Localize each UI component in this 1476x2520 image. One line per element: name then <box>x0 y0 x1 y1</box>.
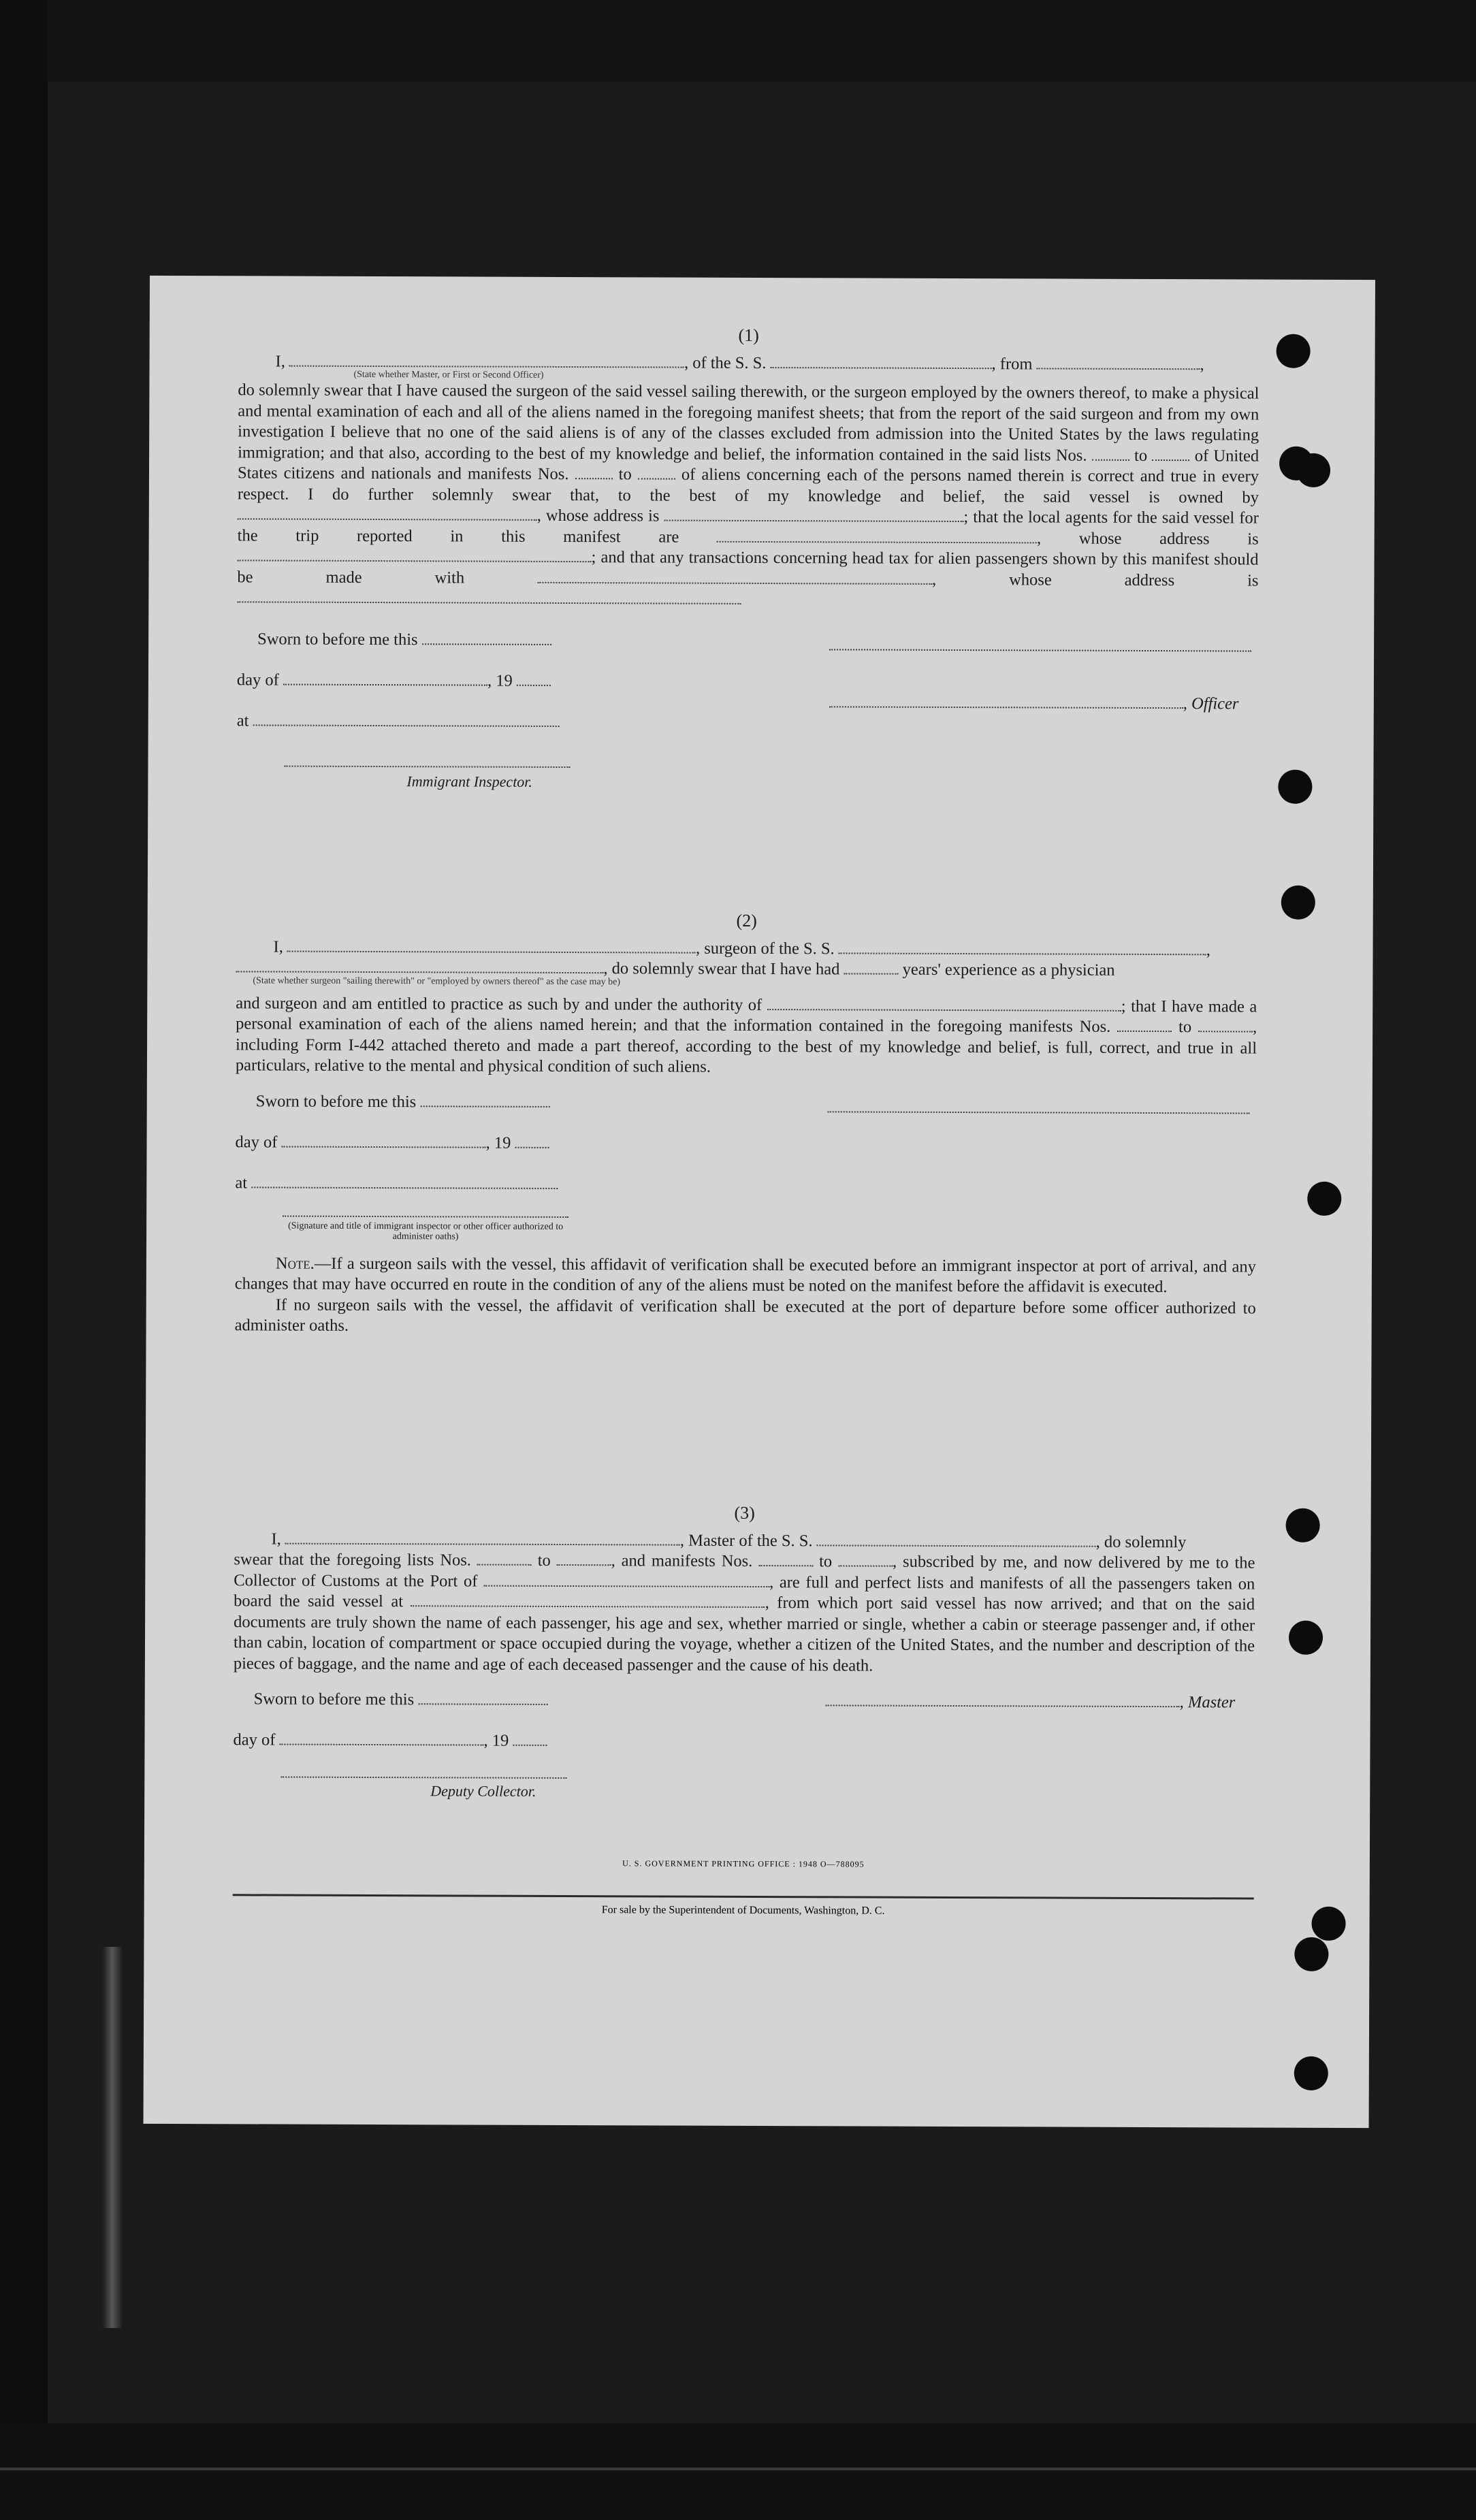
sworn-date-field[interactable] <box>418 1702 547 1705</box>
section-2-signature-block <box>235 1091 1257 1251</box>
sworn-label: Sworn to before me this <box>255 1091 417 1111</box>
punch-hole <box>1296 453 1330 487</box>
oath-text: , do solemnly swear that I have had <box>603 959 840 979</box>
to-label: to <box>819 1552 833 1571</box>
footer-rule <box>233 1894 1254 1899</box>
owner-address-field[interactable] <box>664 519 963 522</box>
oath-text: ; and that any transactions concerning head tax for alien passengers shown by this manifest should be made with <box>237 548 1259 587</box>
master-label: , Master <box>1179 1693 1236 1712</box>
whose-address-label: whose address is <box>1078 529 1259 549</box>
signature-line[interactable] <box>828 1111 1250 1114</box>
section-1 <box>236 323 1259 796</box>
oath-text: years' experience as a physician <box>902 960 1115 980</box>
section-1-signature-block <box>236 629 1258 796</box>
departure-port-field[interactable] <box>411 1604 765 1608</box>
agents-address-field[interactable] <box>238 559 592 562</box>
sworn-date-field[interactable] <box>422 643 551 645</box>
surgeon-status-field[interactable] <box>236 970 603 973</box>
oath-text: , and manifests Nos. <box>611 1551 753 1570</box>
month-field[interactable] <box>280 1743 484 1746</box>
inspector-label: Immigrant Inspector. <box>406 772 533 790</box>
of-ss-label: , of the S. S. <box>684 353 767 372</box>
section-2-body: and surgeon and am entitled to practice as such by and under the authority of ; that I have made a personal examination of each of the aliens named herein; and that the information contained in the foregoing manifests Nos. to , including Form I-442 attached thereto and made a part thereof, according to the best of my knowledge and belief, is full, correct, and true in all particulars, relative to the mental and physical condition of such aliens. <box>235 993 1257 1076</box>
sworn-label: Sworn to before me this <box>257 629 418 649</box>
oath-text: , are full and perfect lists and manifests of all the passengers taken on board the said vessel at <box>234 1572 1255 1611</box>
section-number: (1) <box>738 325 759 345</box>
owner-field[interactable] <box>238 517 537 521</box>
deputy-signature-line[interactable] <box>280 1777 566 1779</box>
month-field[interactable] <box>283 683 487 685</box>
agents-field[interactable] <box>717 540 1037 543</box>
at-label: at <box>235 1173 248 1192</box>
from-label: , from <box>991 354 1033 373</box>
oath-text: , do solemnly <box>1095 1532 1187 1551</box>
note-text: —If a surgeon sails with the vessel, this affidavit of verification shall be executed before an immigrant inspector at port of arrival, and any changes that may have occurred en route in the condition of any of the aliens must be noted on the manifest before the affidavit is executed. <box>234 1254 1256 1297</box>
oath-text: swear that the foregoing lists Nos. <box>234 1550 472 1570</box>
note-label: Note. <box>275 1254 315 1273</box>
manifests-to-field[interactable] <box>1198 1030 1253 1032</box>
section-number: (2) <box>736 910 757 931</box>
section-3 <box>233 1501 1255 1815</box>
officer-signature-field[interactable] <box>829 705 1183 709</box>
from-port-field[interactable] <box>1037 367 1200 370</box>
month-field[interactable] <box>282 1145 486 1148</box>
oath-text: do solemnly swear that I have caused the surgeon of the said vessel sailing therewith, or the surgeon employed by the owners thereof, to make a physical and mental examination of each and all of the aliens named in the foregoing manifest sheets; that from the report of the said surgeon and from my own investigation I believe that no one of the said aliens is of any of the classes excluded from admission into the United States by the laws regulating immigration; and that also, according to the best of my knowledge and belief, the information contained in the said lists Nos. <box>238 381 1260 465</box>
scan-bottom-line <box>0 2468 1476 2470</box>
master-name-field[interactable] <box>285 1542 680 1545</box>
surgeon-status-caption: (State whether surgeon "sailing therewith" or "employed by owners thereof" as the case may be) <box>253 975 621 987</box>
authority-field[interactable] <box>767 1008 1121 1012</box>
manifests-from-field[interactable] <box>758 1564 813 1566</box>
punch-hole <box>1281 886 1315 920</box>
for-sale-note: For sale by the Superintendent of Documents, Washington, D. C. <box>601 1904 885 1917</box>
punch-hole <box>1289 1621 1323 1655</box>
year-label: , 19 <box>487 671 513 690</box>
section-number: (3) <box>734 1502 755 1523</box>
section-2 <box>235 909 1257 1340</box>
ship-name-field[interactable] <box>771 366 992 369</box>
head-tax-address-field[interactable] <box>237 600 741 604</box>
document-page <box>144 276 1375 2128</box>
manifests-to-field[interactable] <box>638 477 675 479</box>
to-label: to <box>1178 1018 1192 1037</box>
signature-caption: (Signature and title of immigrant inspector or other officer authorized to administer oaths) <box>288 1221 564 1242</box>
inspector-signature-line[interactable] <box>283 1215 568 1217</box>
punch-hole <box>1294 1937 1328 1971</box>
punch-hole <box>1307 1182 1341 1216</box>
oath-text: that I have made a personal examination of each of the aliens named herein; and that the information contained in the foregoing manifests Nos. <box>236 997 1257 1036</box>
oath-text: , from which port said vessel has now arrived; and that on the said documents are truly shown the name of each passenger, his age and sex, whether married or single, whether a cabin or steerage passenger and, if other than cabin, location of compartment or space occupied during the voyage, whether a citizen of the United States, and the number and description of the pieces of baggage, and the name and age of each deceased passenger and the cause of his death. <box>233 1594 1255 1675</box>
surgeon-name-field[interactable] <box>287 950 696 953</box>
day-of-label: day of <box>236 670 279 690</box>
lists-to-field[interactable] <box>557 1564 611 1566</box>
to-label: to <box>537 1551 551 1570</box>
officer-label: , Officer <box>1183 694 1239 713</box>
ship-name-field[interactable] <box>817 1544 1096 1547</box>
scan-border-bottom <box>0 2423 1476 2520</box>
punch-hole <box>1294 2056 1328 2090</box>
manifests-to-field[interactable] <box>838 1564 893 1566</box>
whose-address-label: , whose address is <box>932 570 1259 590</box>
port-field[interactable] <box>483 1584 769 1587</box>
oath-text: that the local agents for the said vessel for the trip reported in this manifest are <box>237 508 1259 547</box>
head-tax-party-field[interactable] <box>537 581 932 584</box>
oath-text: , subscribed by me, and now delivered by me to the Collector of Customs at the Port of <box>234 1552 1255 1591</box>
oath-text: of United States citizens and nationals and manifests Nos. <box>237 446 1260 484</box>
year-field[interactable] <box>513 1744 547 1746</box>
oath-text: , including Form I-442 attached thereto and made a part thereof, according to the best of my knowledge and belief, is full, correct, and true in all particulars, relative to the mental and physical condition of such aliens. <box>235 1018 1257 1076</box>
place-field[interactable] <box>251 1186 558 1189</box>
year-field[interactable] <box>515 1146 549 1148</box>
years-field[interactable] <box>844 972 899 974</box>
year-field[interactable] <box>517 683 551 685</box>
section-3-signature-block <box>233 1689 1255 1815</box>
sworn-label: Sworn to before me this <box>253 1690 415 1709</box>
rank-field[interactable] <box>289 364 684 368</box>
manifests-from-field[interactable] <box>575 477 613 479</box>
punch-hole <box>1278 770 1312 804</box>
place-field[interactable] <box>253 724 560 727</box>
whose-address-label: , whose address is <box>536 506 660 526</box>
lead-i: I, <box>275 352 285 371</box>
master-of-label: , Master of the S. S. <box>679 1531 813 1550</box>
punch-hole <box>1311 1907 1345 1941</box>
lists-from-field[interactable] <box>1092 458 1129 460</box>
to-label: to <box>618 465 632 484</box>
note-paragraph <box>235 1253 1256 1298</box>
section-3-body <box>234 1549 1255 1677</box>
day-of-label: day of <box>233 1730 276 1749</box>
deputy-label: Deputy Collector. <box>430 1782 536 1800</box>
scan-reflection <box>102 1947 123 2328</box>
at-label: at <box>236 711 249 730</box>
sworn-date-field[interactable] <box>420 1105 549 1108</box>
master-signature-field[interactable] <box>826 1704 1180 1707</box>
inspector-signature-line[interactable] <box>284 765 570 767</box>
lead-i: I, <box>273 937 283 956</box>
section-1-body: do solemnly swear that I have caused the surgeon of the said vessel sailing therewith, or the surgeon employed by the owners thereof, to make a physical and mental examination of each and all of the aliens named in the foregoing manifest sheets; that from the report of the said surgeon and from my own investigation I believe that no one of the said aliens is of any of the classes excluded from admission into the United States by the laws regulating immigration; and that also, according to the best of my knowledge and belief, the information contained in the said lists Nos. to of United States citizens and nationals and manifests Nos. to of aliens concerning each of the persons named therein is correct and true in every respect. I do further solemnly swear that, to the best of my knowledge and belief, the said vessel is owned by , whose address is ; that the local agents for the said vessel for the trip reported in this manifest are , whose address is ; and that any transactions concerning head tax for alien passengers shown by this manifest should be made with , whose address is <box>237 380 1259 612</box>
section-1-opening-line: I, , of the S. S. , from , <box>275 352 1204 374</box>
section-2-opening-line: I, , surgeon of the S. S. , <box>273 937 1210 959</box>
surgeon-of-label: , surgeon of the S. S. <box>695 939 835 958</box>
lists-to-field[interactable] <box>1152 458 1189 460</box>
signature-line[interactable] <box>829 649 1251 651</box>
note-paragraph-2: If no surgeon sails with the vessel, the affidavit of verification shall be executed at the port of departure before some officer authorized to administer oaths. <box>234 1295 1256 1335</box>
manifests-from-field[interactable] <box>1117 1030 1172 1032</box>
lists-from-field[interactable] <box>477 1564 532 1566</box>
day-of-label: day of <box>235 1132 278 1152</box>
ship-name-field[interactable] <box>839 952 1206 955</box>
scan-border-top <box>0 0 1476 82</box>
year-label: , 19 <box>485 1133 511 1152</box>
printing-office-imprint: U. S. GOVERNMENT PRINTING OFFICE : 1948 O—788095 <box>622 1858 865 1869</box>
oath-text: of aliens concerning each of the persons named therein is correct and true in every respect. I do further solemnly swear that, to the best of my knowledge and belief, the said vessel is owned by <box>237 465 1260 507</box>
scan-border-left <box>0 0 48 2520</box>
rank-caption: (State whether Master, or First or Second Officer) <box>353 369 544 381</box>
lead-i: I, <box>271 1529 281 1549</box>
oath-text: and surgeon and am entitled to practice as such by and under the authority of <box>236 993 763 1014</box>
year-label: , 19 <box>483 1731 509 1750</box>
punch-hole <box>1277 334 1311 368</box>
to-label: to <box>1134 446 1148 465</box>
punch-hole <box>1286 1508 1320 1542</box>
